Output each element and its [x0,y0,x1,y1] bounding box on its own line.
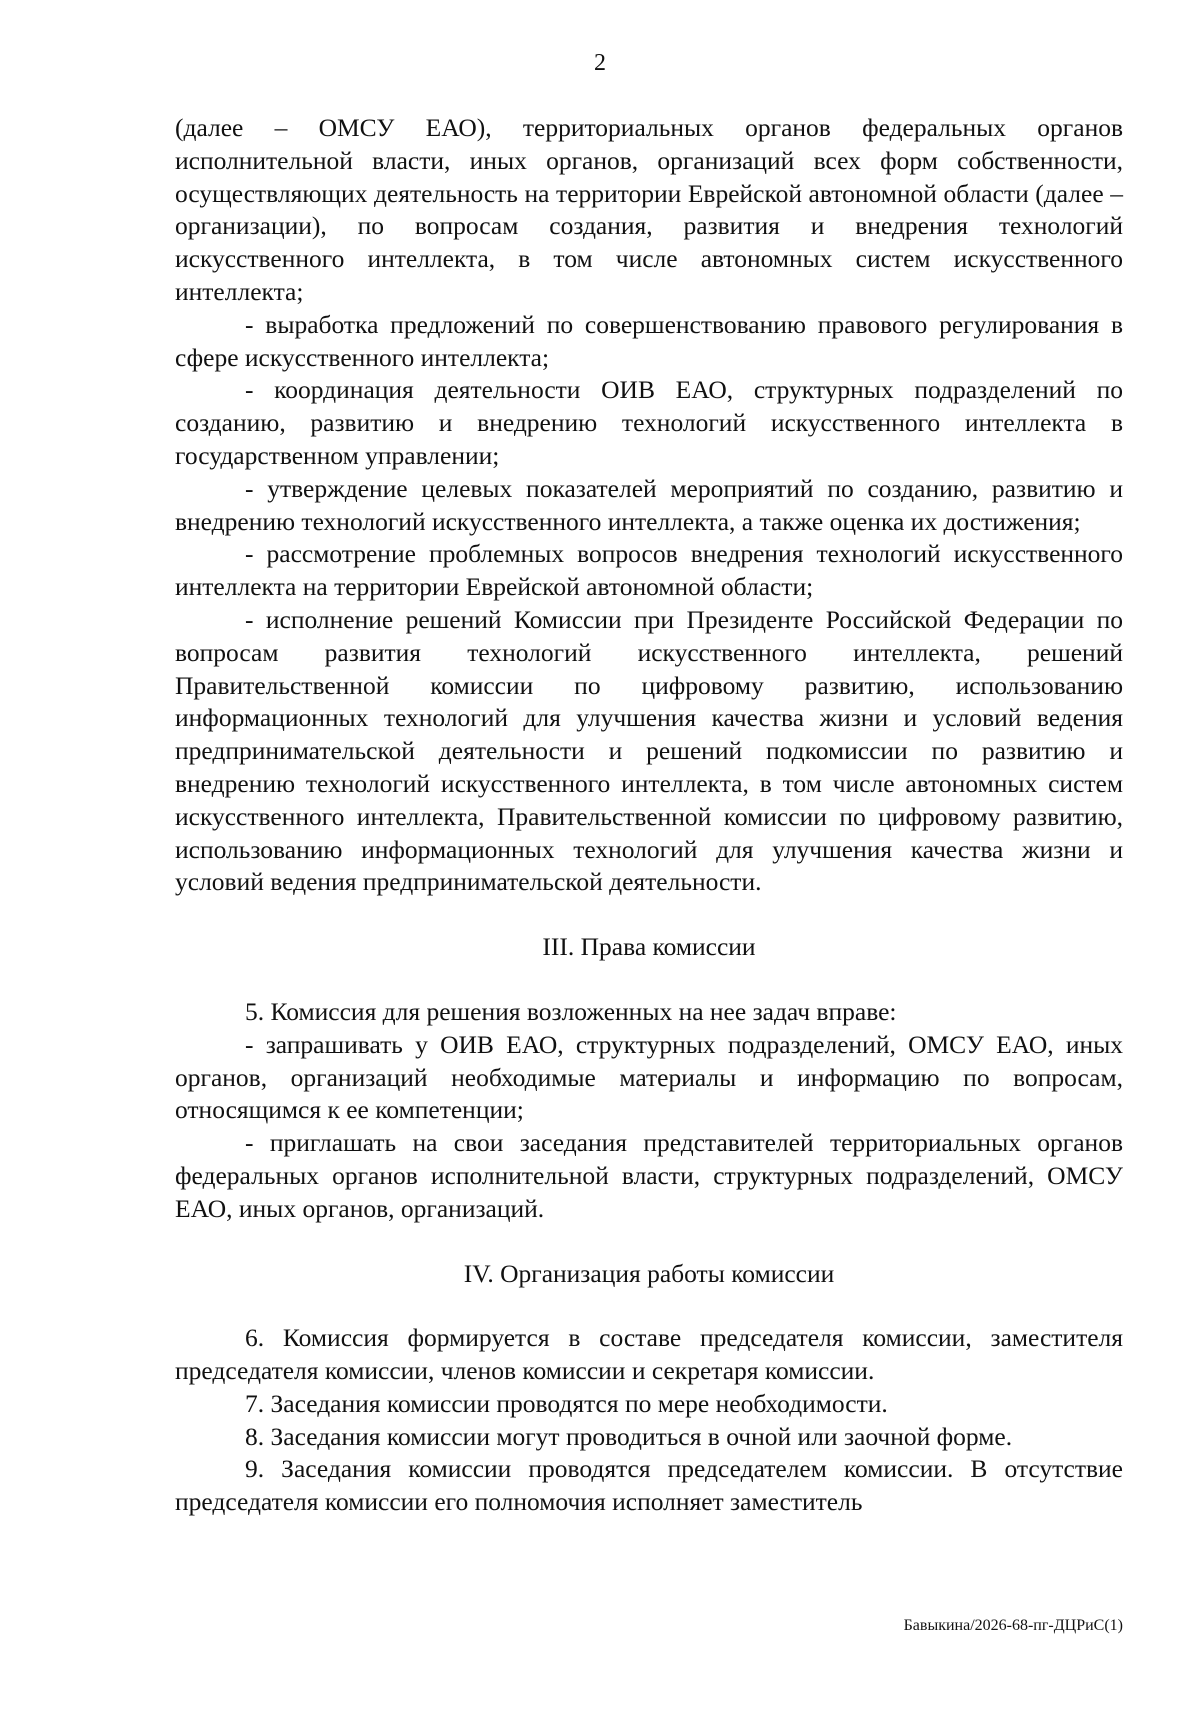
document-body [175,112,1123,1519]
paragraph: 6. Комиссия формируется в составе председателя комиссии, заместителя председателя комиссии, членов комиссии и секретаря комиссии. [175,1323,1123,1386]
section-heading-organization: IV. Организация работы комиссии [463,1258,835,1288]
list-item: - запрашивать у ОИВ ЕАО, структурных подразделений, ОМСУ ЕАО, иных органов, организаций необходимые материалы и информацию по вопросам, относящимся к ее компетенции; [175,1029,1123,1125]
list-item: - выработка предложений по совершенствованию правового регулирования в сфере искусственного интеллекта; [175,309,1123,372]
list-item: - утверждение целевых показателей мероприятий по созданию, развитию и внедрению технологий искусственного интеллекта, а также оценка их достижения; [175,473,1123,536]
list-item: - исполнение решений Комиссии при Президенте Российской Федерации по вопросам развития технологий искусственного интеллекта, решений Правительственной комиссии по цифровому развитию, использованию информационных технологий для улучшения качества жизни и условий ведения предпринимательской деятельности и решений подкомиссии по развитию и внедрению технологий искусственного интеллекта, в том числе автономных систем искусственного интеллекта, Правительственной комиссии по цифровому развитию, использованию информационных технологий для улучшения качества жизни и условий ведения предпринимательской деятельности. [175,604,1123,897]
page-number: 2 [594,50,606,76]
paragraph: (далее – ОМСУ ЕАО), территориальных органов федеральных органов исполнительной власти, иных органов, организаций всех форм собственности, осуществляющих деятельность на территории Еврейской автономной области (далее – организации), по вопросам создания, развития и внедрения технологий искусственного интеллекта, в том числе автономных систем искусственного интеллекта; [175,113,1123,306]
paragraph: 7. Заседания комиссии проводятся по мере необходимости. [245,1388,888,1418]
paragraph: 8. Заседания комиссии могут проводиться в очной или заочной форме. [245,1421,1013,1451]
list-item: - приглашать на свои заседания представителей территориальных органов федеральных органов исполнительной власти, структурных подразделений, ОМСУ ЕАО, иных органов, организаций. [175,1128,1123,1223]
paragraph: 5. Комиссия для решения возложенных на нее задач вправе: [245,996,897,1026]
paragraph: 9. Заседания комиссии проводятся председателем комиссии. В отсутствие председателя комиссии его полномочия исполняет заместитель [175,1454,1123,1517]
list-item: - рассмотрение проблемных вопросов внедрения технологий искусственного интеллекта на территории Еврейской автономной области; [175,539,1123,602]
section-heading-rights: III. Права комиссии [542,932,756,962]
document-footer-code: Бавыкина/2026-68-пг-ДЦРиС(1) [903,1617,1123,1634]
list-item: - координация деятельности ОИВ ЕАО, структурных подразделений по созданию, развитию и внедрению технологий искусственного интеллекта в государственном управлении; [175,375,1123,470]
